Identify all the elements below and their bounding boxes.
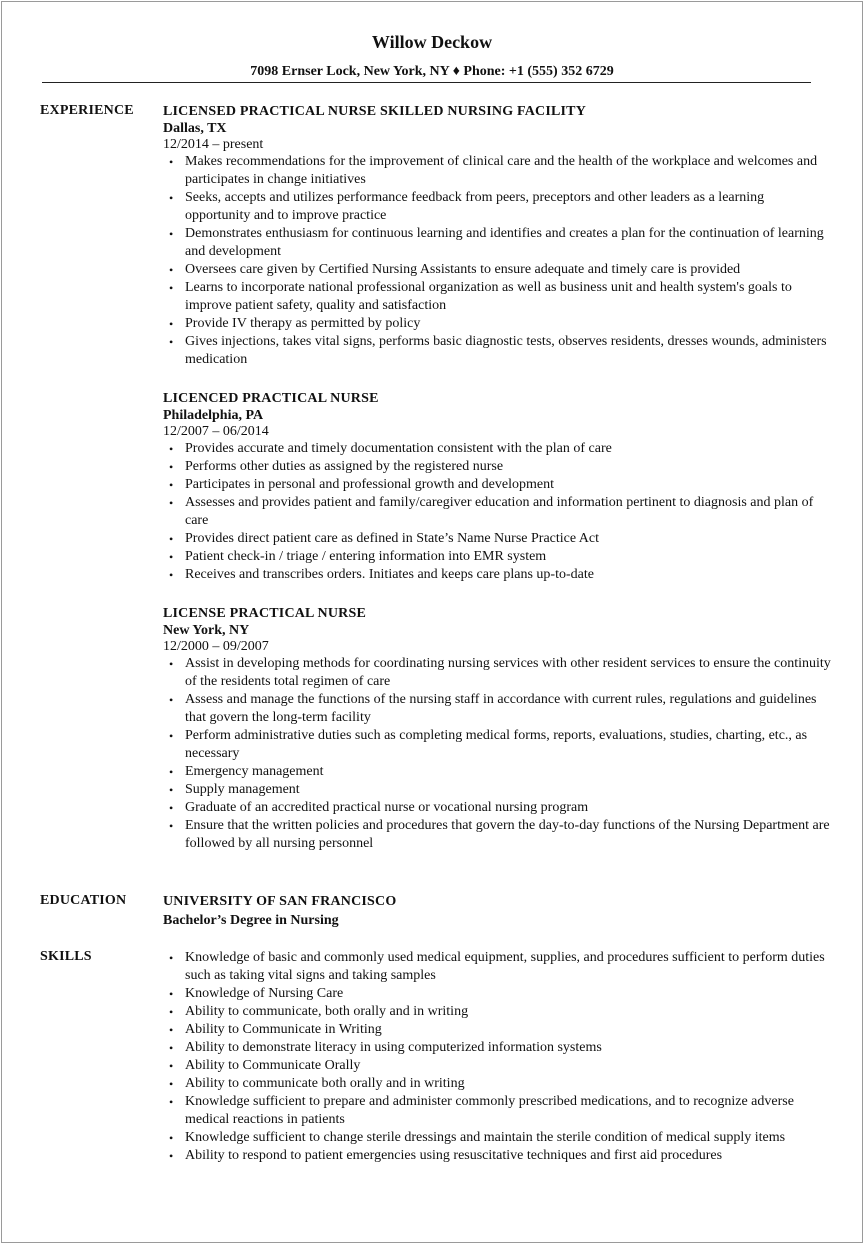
skill-item: • Ability to demonstrate literacy in using computerized information systems xyxy=(163,1039,832,1057)
header-divider xyxy=(42,82,811,83)
skill-item: • Ability to Communicate in Writing xyxy=(163,1021,832,1039)
education-body xyxy=(163,893,832,931)
bullet-item: • Provides direct patient care as defined in State’s Name Nurse Practice Act xyxy=(163,530,832,548)
job-bullets xyxy=(163,153,832,369)
job-title: LICENSED PRACTICAL NURSE SKILLED NURSING FACILITY xyxy=(163,104,587,119)
job-dates: 12/2007 – 06/2014 xyxy=(163,424,269,439)
school-name: UNIVERSITY OF SAN FRANCISCO xyxy=(163,894,397,909)
bullet-item: • Patient check-in / triage / entering information into EMR system xyxy=(163,548,832,566)
bullet-item: • Emergency management xyxy=(163,763,832,781)
job-bullets xyxy=(163,440,832,584)
bullet-item: • Demonstrates enthusiasm for continuous learning and identifies and creates a plan for the continuation of learning and development xyxy=(163,225,832,261)
experience-section xyxy=(40,103,832,874)
degree-name: Bachelor’s Degree in Nursing xyxy=(163,913,339,928)
skill-item: • Ability to Communicate Orally xyxy=(163,1057,832,1075)
resume-page xyxy=(1,1,863,1243)
contact-line: 7098 Ernser Lock, New York, NY ♦ Phone: +1 (555) 352 6729 xyxy=(250,64,614,79)
job-dates: 12/2000 – 09/2007 xyxy=(163,639,269,654)
job-location: Dallas, TX xyxy=(163,121,227,136)
section-label-experience: EXPERIENCE xyxy=(40,103,134,118)
job-title: LICENCED PRACTICAL NURSE xyxy=(163,391,379,406)
experience-body xyxy=(163,103,832,853)
skills-section xyxy=(40,949,832,1165)
skill-item: • Knowledge sufficient to change sterile dressings and maintain the sterile condition of medical supply items xyxy=(163,1129,832,1147)
job-bullets xyxy=(163,655,832,853)
bullet-item: • Provide IV therapy as permitted by policy xyxy=(163,315,832,333)
bullet-item: • Performs other duties as assigned by the registered nurse xyxy=(163,458,832,476)
skill-item: • Ability to communicate both orally and in writing xyxy=(163,1075,832,1093)
bullet-item: • Gives injections, takes vital signs, performs basic diagnostic tests, observes residents, dresses wounds, administers medication xyxy=(163,333,832,369)
bullet-item: • Supply management xyxy=(163,781,832,799)
bullet-item: • Oversees care given by Certified Nursing Assistants to ensure adequate and timely care is provided xyxy=(163,261,832,279)
job-entry xyxy=(163,103,832,369)
skill-item: • Ability to respond to patient emergencies using resuscitative techniques and first aid procedures xyxy=(163,1147,832,1165)
bullet-item: • Receives and transcribes orders. Initiates and keeps care plans up-to-date xyxy=(163,566,832,584)
bullet-item: • Provides accurate and timely documentation consistent with the plan of care xyxy=(163,440,832,458)
section-label-skills: SKILLS xyxy=(40,949,92,964)
bullet-item: • Learns to incorporate national professional organization as well as business unit and health system's goals to improve patient safety, quality and satisfaction xyxy=(163,279,832,315)
job-dates: 12/2014 – present xyxy=(163,137,264,152)
job-entry xyxy=(163,390,832,584)
bullet-item: • Participates in personal and professional growth and development xyxy=(163,476,832,494)
skill-item: • Knowledge of basic and commonly used medical equipment, supplies, and procedures sufficient to perform duties such as taking vital signs and taking samples xyxy=(163,949,832,985)
skill-item: • Ability to communicate, both orally and in writing xyxy=(163,1003,832,1021)
bullet-item: • Perform administrative duties such as completing medical forms, reports, evaluations, studies, charting, etc., as necessary xyxy=(163,727,832,763)
bullet-item: • Assist in developing methods for coordinating nursing services with other resident services to ensure the continuity of the residents total regimen of care xyxy=(163,655,832,691)
education-section xyxy=(40,893,832,931)
candidate-name: Willow Deckow xyxy=(371,32,493,52)
skills-body xyxy=(163,949,832,1165)
bullet-item: • Graduate of an accredited practical nurse or vocational nursing program xyxy=(163,799,832,817)
job-title: LICENSE PRACTICAL NURSE xyxy=(163,606,366,621)
section-label-education: EDUCATION xyxy=(40,893,127,908)
skill-item: • Knowledge sufficient to prepare and administer commonly prescribed medications, and to recognize adverse medical reactions in patients xyxy=(163,1093,832,1129)
skills-list xyxy=(163,949,832,1165)
bullet-item: • Makes recommendations for the improvement of clinical care and the health of the workplace and welcomes and participates in change initiatives xyxy=(163,153,832,189)
job-location: Philadelphia, PA xyxy=(163,408,264,423)
skill-item: • Knowledge of Nursing Care xyxy=(163,985,832,1003)
job-location: New York, NY xyxy=(163,623,250,638)
bullet-item: • Assesses and provides patient and family/caregiver education and information pertinent to diagnosis and plan of care xyxy=(163,494,832,530)
job-entry xyxy=(163,605,832,853)
bullet-item: • Assess and manage the functions of the nursing staff in accordance with current rules, regulations and guidelines that govern the long-term facility xyxy=(163,691,832,727)
bullet-item: • Ensure that the written policies and procedures that govern the day-to-day functions of the Nursing Department are followed by all nursing personnel xyxy=(163,817,832,853)
bullet-item: • Seeks, accepts and utilizes performance feedback from peers, preceptors and other leaders as a learning opportunity and to improve practice xyxy=(163,189,832,225)
